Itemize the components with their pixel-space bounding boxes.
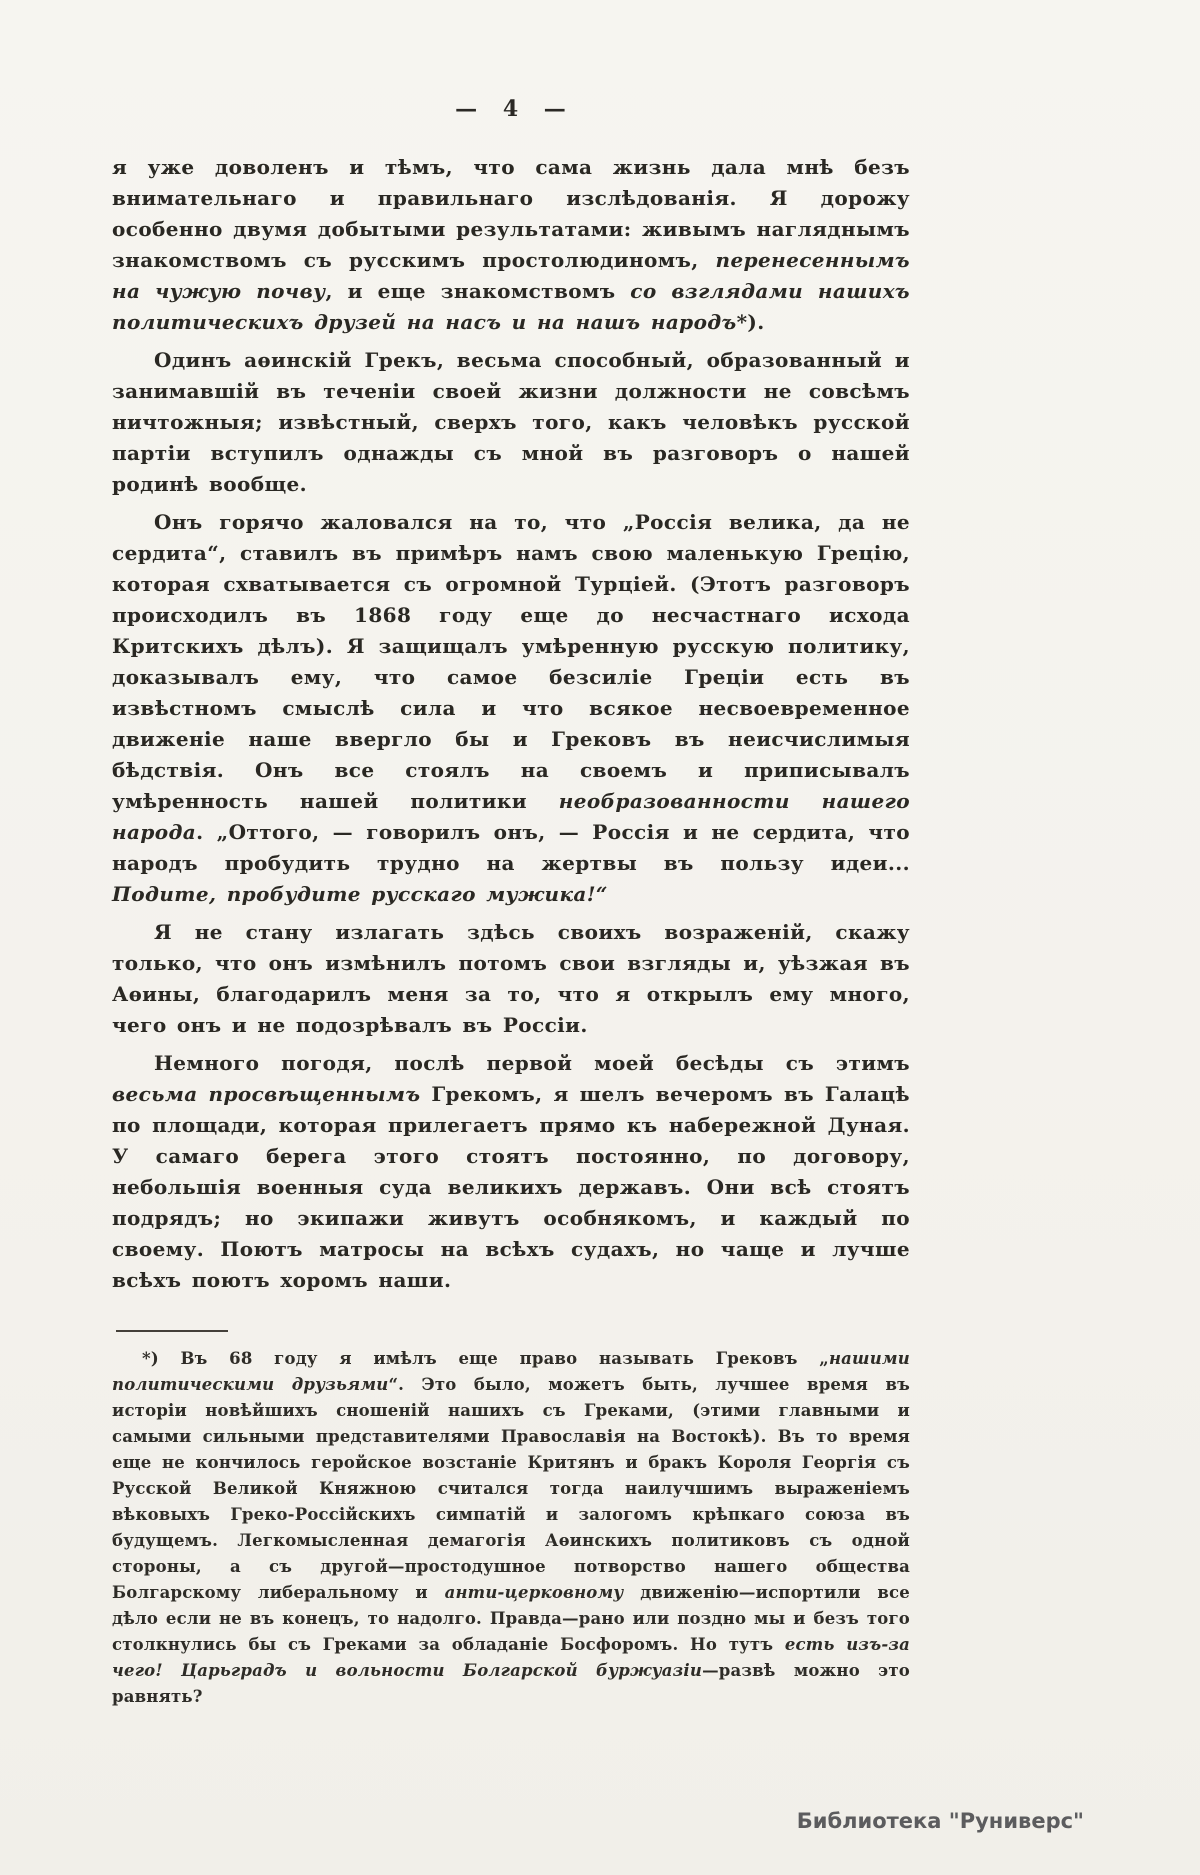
text-segment: Онъ горячо жаловался на то, что „Россія велика, да не сердита“, ставилъ въ примѣръ намъ свою маленькую Грецію, которая схватывается съ огромной Турціей. (Этотъ разговоръ происходилъ въ 1868 году еще до несчастнаго исхода Критскихъ дѣлъ). Я защищалъ умѣренную русскую политику, доказывалъ ему, что самое безсиліе Греціи есть въ извѣстномъ смыслѣ сила и что всякое несвоевременное движеніе наше ввергло бы и Грековъ въ неисчислимыя бѣдствія. Онъ все стоялъ на своемъ и приписывалъ умѣренность нашей политики	[112, 510, 910, 813]
italic-segment: необразованности нашего народа	[112, 789, 911, 844]
footnote-separator	[116, 1330, 228, 1332]
footnote-text	[112, 1346, 910, 1710]
text-segment: Грекомъ, я шелъ вечеромъ въ Галацѣ по площади, которая прилегаетъ прямо къ набережной Дуная. У самаго берега этого стоятъ постоянно, по договору, небольшія военныя суда великихъ державъ. Они всѣ стоятъ подрядъ; но экипажи живутъ особнякомъ, и каждый по своему. Поютъ матросы на всѣхъ судахъ, но чаще и лучше всѣхъ поютъ хоромъ наши.	[112, 1082, 910, 1292]
text-segment: —развѣ можно это равнять?	[112, 1661, 910, 1706]
text-segment: , и еще знакомствомъ	[325, 279, 631, 303]
text-segment: *).	[736, 310, 765, 334]
italic-segment: нашими политическими друзьями	[112, 1349, 910, 1394]
text-segment: Немного погодя, послѣ первой моей бесѣды съ этимъ	[154, 1051, 910, 1075]
italic-segment: со взглядами нашихъ политическихъ друзей на насъ и на нашъ народъ	[112, 279, 910, 334]
paragraph	[112, 152, 910, 338]
text-segment: “. Это было, можетъ быть, лучшее время въ исторіи новѣйшихъ сношеній нашихъ съ Греками, (этими главными и самыми сильными представителями Православія на Востокѣ). Въ то время еще не кончилось геройское возстаніе Критянъ и бракъ Короля Георгія съ Русской Великой Княжною считался тогда наилучшимъ выраженіемъ вѣковыхъ Греко-Россійскихъ симпатій и залогомъ крѣпкаго союза въ будущемъ. Легкомысленная демагогія Аѳинскихъ политиковъ съ одной стороны, а съ другой—простодушное потворство нашего общества Болгарскому либеральному и	[112, 1375, 910, 1602]
paragraph	[112, 345, 910, 500]
paragraph	[112, 1048, 910, 1296]
text-segment: *) Въ 68 году я имѣлъ еще право называть Грековъ „	[142, 1349, 829, 1368]
text-column	[112, 96, 910, 1710]
main-text	[112, 152, 910, 1296]
paragraph	[112, 917, 910, 1041]
text-segment: . „Оттого, — говорилъ онъ, — Россія и не сердита, что народъ пробудить трудно на жертвы въ пользу идеи...	[112, 820, 910, 875]
footnote-block	[112, 1330, 910, 1710]
page-number: — 4 —	[455, 96, 567, 122]
italic-segment: Подите, пробудите русскаго мужика!“	[112, 882, 608, 906]
italic-segment: есть изъ-за чего! Царьградъ и вольности Болгарской буржуазіи	[112, 1635, 910, 1680]
text-segment: Я не стану излагать здѣсь своихъ возраженій, скажу только, что онъ измѣнилъ потомъ свои взгляды и, уѣзжая въ Аѳины, благодарилъ меня за то, что я открылъ ему много, чего онъ и не подозрѣвалъ въ Россіи.	[112, 920, 910, 1037]
text-segment: я уже доволенъ и тѣмъ, что сама жизнь дала мнѣ безъ внимательнаго и правильнаго изслѣдованія. Я дорожу особенно двумя добытыми результатами: живымъ нагляднымъ знакомствомъ съ русскимъ простолюдиномъ,	[112, 155, 910, 272]
library-watermark: Библиотека "Руниверс"	[796, 1809, 1084, 1833]
text-segment: движенію—испортили все дѣло если не въ конецъ, то надолго. Правда—рано или поздно мы и безъ того столкнулись бы съ Греками за обладаніе Босфоромъ. Но тутъ	[112, 1583, 910, 1654]
paragraph	[112, 507, 910, 910]
italic-segment: анти-церковному	[444, 1583, 624, 1602]
italic-segment: перенесеннымъ на чужую почву	[112, 248, 910, 303]
text-segment: Одинъ аѳинскій Грекъ, весьма способный, образованный и занимавшій въ теченіи своей жизни должности не совсѣмъ ничтожныя; извѣстный, сверхъ того, какъ человѣкъ русской партіи вступилъ однажды съ мной въ разговоръ о нашей родинѣ вообще.	[112, 348, 910, 496]
italic-segment: весьма просвѣщеннымъ	[112, 1082, 421, 1106]
